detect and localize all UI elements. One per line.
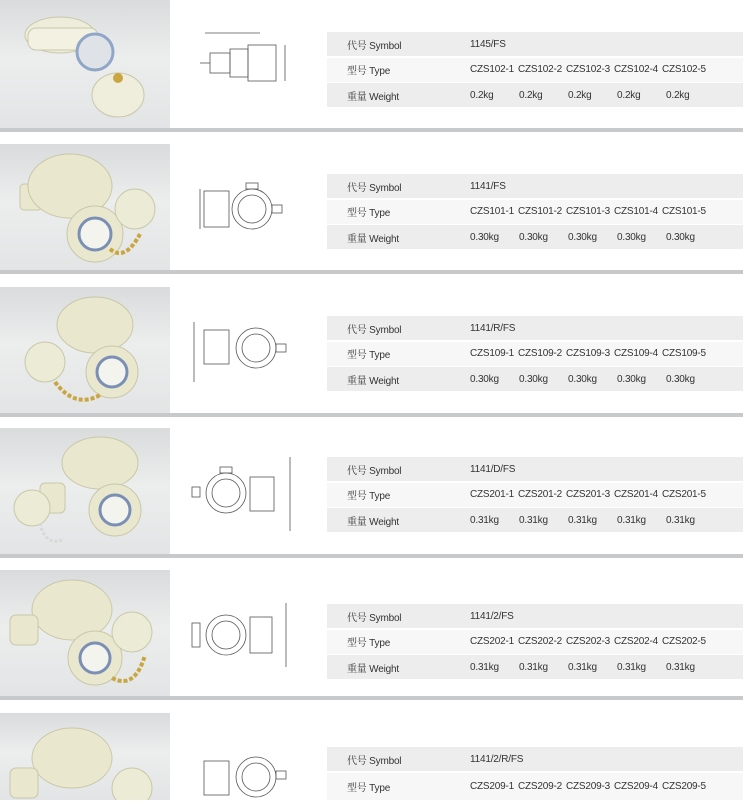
weight-value: 0.30kg (519, 231, 548, 243)
type-value: CZS102-5 (661, 64, 706, 75)
symbol-label: 代号 Symbol (347, 324, 402, 336)
symbol-value: 1141/FS (470, 180, 506, 192)
symbol-row (327, 174, 743, 198)
weight-value: 0.30kg (617, 373, 646, 385)
symbol-row (327, 457, 743, 481)
spec-table (327, 747, 743, 801)
spec-table (327, 32, 743, 109)
type-value: CZS209-4 (613, 780, 658, 792)
weight-value: 0.31kg (568, 514, 597, 526)
type-value: CZS202-4 (613, 636, 658, 647)
type-row (327, 773, 743, 800)
weight-values (470, 90, 743, 101)
type-value: CZS201-1 (470, 489, 514, 500)
weight-value: 0.31kg (519, 661, 548, 673)
weight-value: 0.30kg (519, 373, 548, 385)
type-value: CZS101-1 (470, 206, 514, 217)
weight-value: 0.30kg (666, 373, 695, 385)
weight-value: 0.2kg (666, 89, 690, 101)
weight-value: 0.30kg (568, 231, 597, 243)
weight-value: 0.31kg (568, 661, 597, 673)
weight-values (470, 515, 743, 526)
weight-value: 0.2kg (470, 89, 494, 101)
symbol-label: 代号 Symbol (347, 40, 402, 52)
symbol-row (327, 32, 743, 56)
type-label: 型号 Type (347, 491, 391, 502)
type-values (470, 348, 743, 359)
type-value: CZS102-2 (517, 64, 562, 75)
type-value: CZS101-2 (517, 206, 562, 217)
type-label: 型号 Type (347, 208, 391, 219)
weight-value: 0.31kg (666, 661, 695, 673)
type-label: 型号 Type (347, 638, 391, 649)
product-photo (0, 570, 170, 698)
symbol-row (327, 316, 743, 340)
product-photo (0, 0, 170, 128)
type-value: CZS109-2 (517, 348, 562, 359)
symbol-value: 1141/2/FS (470, 610, 514, 622)
product-photo (0, 144, 170, 272)
type-value: CZS201-3 (565, 489, 610, 500)
type-value: CZS202-2 (517, 636, 562, 647)
weight-label: 重量 Weight (347, 663, 399, 675)
weight-value: 0.31kg (470, 661, 499, 673)
row-separator (0, 696, 743, 700)
symbol-label: 代号 Symbol (347, 182, 402, 194)
type-value: CZS109-3 (565, 348, 610, 359)
symbol-row (327, 604, 743, 628)
type-values (470, 489, 743, 500)
product-photo (0, 287, 170, 415)
type-value: CZS101-5 (661, 206, 706, 217)
weight-row (327, 367, 743, 391)
type-value: CZS202-5 (661, 636, 706, 647)
type-value: CZS209-5 (661, 780, 706, 792)
type-values (470, 636, 743, 647)
product-photo (0, 428, 170, 556)
weight-value: 0.30kg (568, 373, 597, 385)
weight-value: 0.2kg (568, 89, 592, 101)
symbol-label: 代号 Symbol (347, 755, 402, 767)
type-value: CZS109-4 (613, 348, 658, 359)
symbol-value: 1141/D/FS (470, 463, 516, 475)
type-values (470, 781, 743, 792)
weight-value: 0.31kg (470, 514, 499, 526)
row-separator (0, 270, 743, 274)
weight-value: 0.31kg (666, 514, 695, 526)
type-value: CZS101-3 (565, 206, 610, 217)
type-value: CZS201-5 (661, 489, 706, 500)
type-label: 型号 Type (347, 350, 391, 361)
type-value: CZS109-1 (470, 348, 514, 359)
weight-values (470, 374, 743, 385)
weight-value: 0.30kg (470, 231, 499, 243)
weight-label: 重量 Weight (347, 91, 399, 103)
product-photo (0, 713, 170, 800)
spec-table (327, 604, 743, 681)
spec-table (327, 174, 743, 251)
technical-drawing (190, 595, 300, 675)
weight-values (470, 232, 743, 243)
weight-value: 0.31kg (617, 514, 646, 526)
technical-drawing (190, 453, 300, 533)
symbol-value: 1141/2/R/FS (470, 753, 524, 765)
technical-drawing (190, 741, 300, 800)
weight-row (327, 225, 743, 249)
type-value: CZS201-2 (517, 489, 562, 500)
row-separator (0, 413, 743, 417)
weight-label: 重量 Weight (347, 233, 399, 245)
row-separator (0, 128, 743, 132)
spec-table (327, 316, 743, 393)
weight-value: 0.31kg (519, 514, 548, 526)
type-row (327, 630, 743, 654)
spec-table (327, 457, 743, 534)
type-label: 型号 Type (347, 782, 391, 794)
symbol-value: 1145/FS (470, 38, 506, 50)
weight-value: 0.2kg (519, 89, 543, 101)
type-values (470, 64, 743, 75)
weight-row (327, 655, 743, 679)
type-value: CZS102-1 (470, 64, 514, 75)
type-value: CZS101-4 (613, 206, 658, 217)
type-value: CZS209-3 (565, 780, 610, 792)
symbol-value: 1141/R/FS (470, 322, 516, 334)
weight-label: 重量 Weight (347, 375, 399, 387)
weight-values (470, 662, 743, 673)
weight-value: 0.30kg (617, 231, 646, 243)
type-row (327, 200, 743, 224)
weight-label: 重量 Weight (347, 516, 399, 528)
type-value: CZS102-3 (565, 64, 610, 75)
weight-value: 0.31kg (617, 661, 646, 673)
technical-drawing (190, 169, 300, 249)
weight-row (327, 83, 743, 107)
type-row (327, 483, 743, 507)
type-value: CZS202-1 (470, 636, 514, 647)
technical-drawing (190, 25, 300, 105)
symbol-label: 代号 Symbol (347, 612, 402, 624)
type-value: CZS209-1 (470, 780, 514, 792)
weight-value: 0.2kg (617, 89, 641, 101)
type-value: CZS201-4 (613, 489, 658, 500)
weight-value: 0.30kg (666, 231, 695, 243)
symbol-row (327, 747, 743, 771)
type-value: CZS209-2 (517, 780, 562, 792)
type-value: CZS109-5 (661, 348, 706, 359)
weight-row (327, 508, 743, 532)
type-row (327, 342, 743, 366)
type-row (327, 58, 743, 82)
type-label: 型号 Type (347, 66, 391, 77)
symbol-label: 代号 Symbol (347, 465, 402, 477)
type-value: CZS102-4 (613, 64, 658, 75)
type-values (470, 206, 743, 217)
weight-value: 0.30kg (470, 373, 499, 385)
technical-drawing (190, 312, 300, 392)
row-separator (0, 554, 743, 558)
type-value: CZS202-3 (565, 636, 610, 647)
